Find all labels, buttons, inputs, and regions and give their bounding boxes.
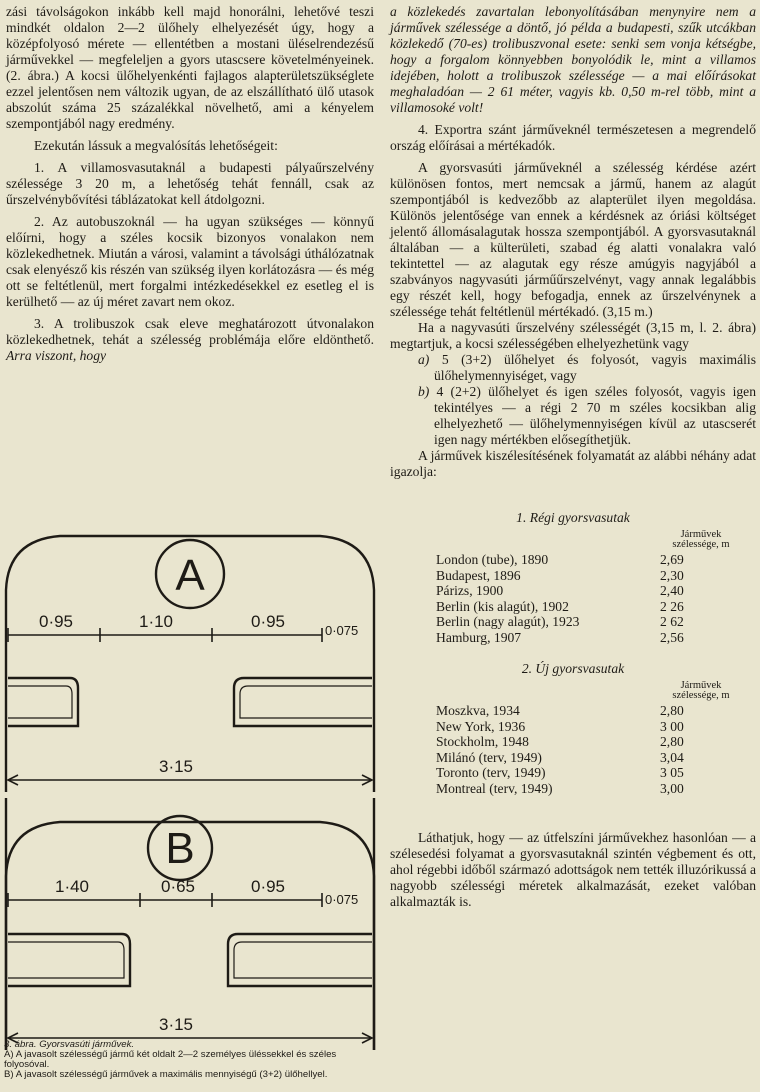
table-row bbox=[390, 614, 756, 630]
left-paragraph-1: zási távolságokon inkább kell majd honorálni, lehetővé teszi mindkét oldalon 2—2 ülőhely elhelyezését úgy, hogy a középfolyosó mérete — ellentétben a mostani üléselrendezésű járművekkel — megfeleljen a gyors utascsere követelményeinek. (2. ábra.) A kocsi ülőhelyenkénti fajlagos alapterületszükséglete ezzel jelentősen nem változik ugyan, de az elszállítható ülő utasok abszolút száma 25 százalékkal növelhető, ami a kényelem szempontjából nagy eredmény. bbox=[6, 4, 374, 131]
table-cell-width: 2,80 bbox=[660, 734, 684, 749]
table-row bbox=[390, 568, 756, 584]
figure-caption bbox=[4, 1040, 372, 1080]
table-cell-width: 2,40 bbox=[660, 583, 684, 598]
table-2-title: 2. Új gyorsvasutak bbox=[521, 661, 625, 676]
table-cell-location: London (tube), 1890 bbox=[436, 552, 549, 567]
vehicle-b-dim-3: 0·95 bbox=[250, 877, 286, 896]
right-paragraph-1: a közlekedés zavartalan lebonyolításában menynyire nem a járművek szélessége a döntő, jó példa a budapesti, szűk utcákban közlekedő (70-es) trolibuszvonal esete: senki sem vonja kétségbe, hogy a forgalom könnyebben bonyolódik le, mint a villamos idejében, holott a trolibuszok szélessége — a mai előírásokat meghaladóan — 2 61 méter, vagyis kb. 0,50 m-rel több, mint a villamosoké volt! bbox=[390, 4, 756, 115]
vehicle-b-dim-1: 1·40 bbox=[54, 877, 90, 896]
vehicle-b-letter: B bbox=[165, 824, 195, 873]
vehicle-a-letter: A bbox=[175, 551, 205, 600]
table-cell-location: Milánó (terv, 1949) bbox=[436, 749, 542, 765]
table-row bbox=[390, 599, 756, 615]
table-cell-width: 2,80 bbox=[660, 703, 684, 718]
table-cell-location: New York, 1936 bbox=[436, 718, 526, 734]
vehicle-a-total: 3·15 bbox=[158, 757, 194, 776]
table-cell-location: Stockholm, 1948 bbox=[436, 734, 529, 749]
table-cell-width: 2 26 bbox=[660, 598, 684, 614]
right-column bbox=[390, 4, 756, 910]
table-cell-width: 2,56 bbox=[660, 629, 684, 645]
figure-caption-b: B) A javasolt szélességű járművek a maximális mennyiségű (3+2) ülőhellyel. bbox=[4, 1069, 328, 1080]
vehicle-a-dim-2: 1·10 bbox=[138, 612, 174, 631]
list-item-b-marker: b) bbox=[418, 384, 430, 399]
table-cell-width: 3 00 bbox=[660, 718, 684, 734]
table-row bbox=[390, 750, 756, 766]
table-cell-width: 3,04 bbox=[660, 749, 684, 765]
vehicle-a-dim-1: 0·95 bbox=[38, 612, 74, 631]
left-paragraph-4: 2. Az autobuszoknál — ha ugyan szükséges — könnyű előírni, hogy a széles kocsik bizonyos vonalakon nem közlekedhetnek. Miután a városi, valamint a távolsági úthálózatnak csak elenyésző kis részén van szükség ilyen korlátozásra — és még ott se feltétlenül, mert forgalmi intézkedésekkel ez esetleg el is kerülhető — az új méret zavart nem okoz. bbox=[6, 214, 374, 309]
table-row bbox=[390, 781, 756, 797]
left-paragraph-5-italic: Arra viszont, hogy bbox=[6, 348, 107, 363]
table-cell-location: Berlin (kis alagút), 1902 bbox=[436, 598, 569, 614]
table-cell-width: 3 05 bbox=[660, 765, 684, 780]
vehicle-cross-section-figure bbox=[0, 510, 380, 1050]
table-row bbox=[390, 719, 756, 735]
table-cell-location: Toronto (terv, 1949) bbox=[436, 765, 546, 780]
left-paragraph-5-text: 3. A trolibuszok csak eleve meghatározott útvonalakon közlekedhetnek, tehát a szélesség problémája előre eldönthető. bbox=[6, 316, 374, 347]
right-paragraph-3: A gyorsvasúti járműveknél a szélesség kérdése azért különösen fontos, mert nemcsak a jármű, hanem az alagút szempontjából is kedvezőbb az alapterület ilyen megoldása. Különös jelentősége van ennek a kérdésnek az óriási költséget jelentő állomásalagutak hossza szempontjából. A gyorsvasutaknál általában — a külterületi, szabad ég alatti vonalakra való tekintettel — az alagutak egy része amúgyis nagyjából a szabványos nagyvasúti járműűrszelvényt, vagy annak legalábbis egy részét kell, hogy befogadja, ennek az űrszelvénynek a szélessége tehát feltétlenül mértékadó. (3,15 m.) bbox=[390, 160, 756, 319]
left-column bbox=[6, 4, 374, 364]
table-2-header: Járművek szélessége, m bbox=[672, 680, 730, 701]
table-1-header: Járművek szélessége, m bbox=[672, 529, 730, 550]
left-paragraph-2: Ezekután lássuk a megvalósítás lehetőségeit: bbox=[34, 138, 278, 153]
left-paragraph-3: 1. A villamosvasutaknál a budapesti pályaűrszelvény szélessége 3 20 m, a lehetőség tehát fennáll, csak az űrszelvénybővítési táblázatokat kell átdolgozni. bbox=[6, 160, 374, 207]
vehicle-a-dim-3: 0·95 bbox=[250, 612, 286, 631]
table-cell-location: Hamburg, 1907 bbox=[436, 629, 522, 645]
vehicle-a-seat-left bbox=[8, 678, 78, 726]
table-cell-location: Budapest, 1896 bbox=[436, 567, 521, 583]
table-cell-location: Montreal (terv, 1949) bbox=[436, 780, 553, 796]
list-item-a bbox=[390, 352, 756, 384]
table-cell-width: 3,00 bbox=[660, 780, 684, 796]
table-cell-location: Moszkva, 1934 bbox=[436, 703, 520, 718]
table-1-title: 1. Régi gyorsvasutak bbox=[516, 510, 630, 525]
table-2 bbox=[390, 681, 756, 796]
right-paragraph-4: Ha a nagyvasúti űrszelvény szélességét (3,15 m, l. 2. ábra) megtartjuk, a kocsi szélességében elhelyezhetünk vagy bbox=[390, 320, 756, 351]
table-row bbox=[390, 630, 756, 646]
vehicle-b-dim-side: 0·075 bbox=[325, 892, 359, 907]
table-row bbox=[390, 734, 756, 750]
table-row bbox=[390, 583, 756, 599]
table-cell-location: Párizs, 1900 bbox=[436, 583, 504, 598]
left-paragraph-5 bbox=[6, 316, 374, 364]
table-row bbox=[390, 552, 756, 568]
right-paragraph-2: 4. Exportra szánt járműveknél természetesen a megrendelő ország előírásai a mértékadók. bbox=[390, 122, 756, 153]
table-cell-width: 2 62 bbox=[660, 614, 684, 629]
right-paragraph-5: A járművek kiszélesítésének folyamatát az alábbi néhány adat igazolja: bbox=[390, 448, 756, 479]
table-cell-location: Berlin (nagy alagút), 1923 bbox=[436, 614, 580, 629]
list-item-a-text: 5 (3+2) ülőhelyet és folyosót, vagyis maximális ülőhelymennyiséget, vagy bbox=[434, 352, 756, 383]
table-cell-width: 2,30 bbox=[660, 567, 684, 583]
vehicle-b-total: 3·15 bbox=[158, 1015, 194, 1034]
figure-caption-a: A) A javasolt szélességű jármű két oldalt 2—2 személyes üléssekkel és széles folyosóval. bbox=[4, 1049, 337, 1070]
table-1 bbox=[390, 530, 756, 645]
vehicle-b-dim-2: 0·65 bbox=[160, 877, 196, 896]
vehicle-a-seat-right bbox=[234, 678, 372, 726]
list-item-a-marker: a) bbox=[418, 352, 430, 367]
table-cell-width: 2,69 bbox=[660, 552, 684, 567]
table-row bbox=[390, 765, 756, 781]
figure-caption-title: 3. ábra. Gyorsvasúti járművek. bbox=[4, 1039, 135, 1050]
vehicle-a-dim-side: 0·075 bbox=[325, 623, 359, 638]
list-item-b-text: 4 (2+2) ülőhelyet és igen széles folyosót, vagyis igen tekintélyes — a régi 2 70 m széles kocsikban alig elhelyezhető — ülőhelymennyiségen kívül az utascserét igen nagy mértékben elősegíthetjük. bbox=[434, 384, 756, 447]
table-row bbox=[390, 703, 756, 719]
right-paragraph-last: Láthatjuk, hogy — az útfelszíni járművekhez hasonlóan — a szélesedési folyamat a gyorsvasutaknál szintén végbement és ott, ahol régebbi időből származó adottságok nem tették illuzórikussá a nagyobb szélességi méretek alkalmazását, ezeket valóban alkalmazták is. bbox=[390, 830, 756, 909]
list-item-b bbox=[390, 384, 756, 448]
